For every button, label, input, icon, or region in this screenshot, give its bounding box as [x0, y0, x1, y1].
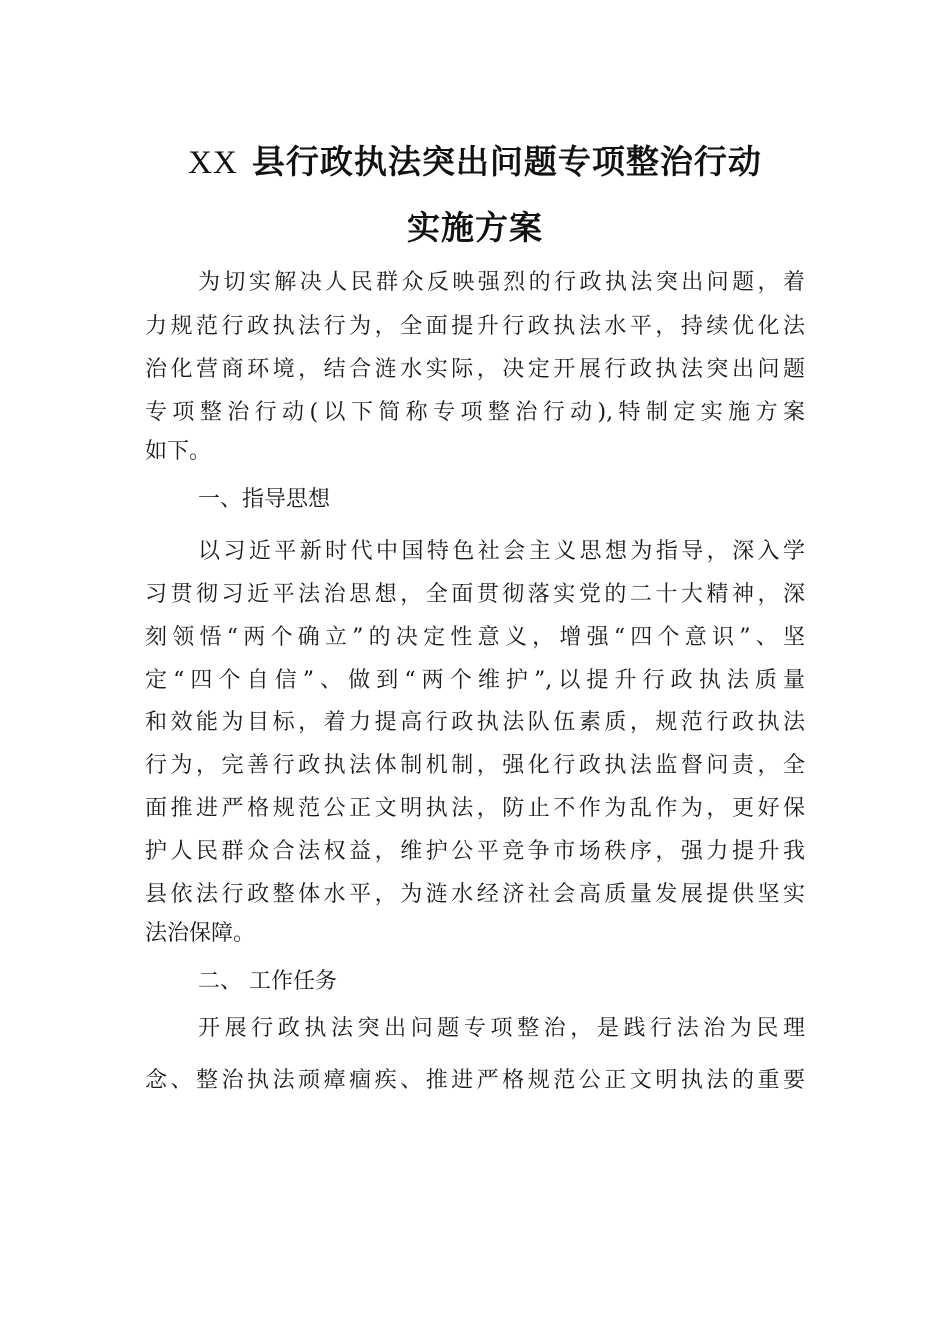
section-heading-1: 一、指导思想 [198, 487, 331, 512]
paragraph-line: 法治保障。 [145, 921, 256, 946]
paragraph-line: 治化营商环境，结合涟水实际，决定开展行政执法突出问题 [145, 357, 805, 382]
paragraph-line: 念、整治执法顽瘴痼疾、推进严格规范公正文明执法的重要 [145, 1068, 805, 1093]
paragraph-line: 为切实解决人民群众反映强烈的行政执法突出问题，着 [198, 270, 805, 295]
document-title-line-2: 实施方案 [407, 208, 543, 247]
paragraph-line: 县依法行政整体水平，为涟水经济社会高质量发展提供坚实 [145, 882, 805, 907]
paragraph-line: 如下。 [145, 439, 212, 464]
paragraph-line: 面推进严格规范公正文明执法，防止不作为乱作为，更好保 [145, 796, 805, 821]
paragraph-line: 行为，完善行政执法体制机制，强化行政执法监督问责，全 [145, 753, 805, 778]
paragraph-line: 护人民群众合法权益，维护公平竞争市场秩序，强力提升我 [145, 839, 805, 864]
document-title-line-1 [0, 136, 950, 183]
title-prefix: XX [188, 145, 238, 181]
paragraph-line: 开展行政执法突出问题专项整治，是践行法治为民理 [198, 1016, 805, 1041]
paragraph-line: 习贯彻习近平法治思想，全面贯彻落实党的二十大精神，深 [145, 582, 805, 607]
paragraph-line: 以习近平新时代中国特色社会主义思想为指导，深入学 [198, 539, 805, 564]
paragraph-line: 力规范行政执法行为，全面提升行政执法水平，持续优化法 [145, 314, 805, 339]
section-heading-2: 二、 工作任务 [198, 969, 337, 994]
paragraph-line: 刻领悟“两个确立”的决定性意义，增强“四个意识”、坚 [145, 625, 805, 650]
paragraph-line: 专项整治行动(以下简称专项整治行动),特制定实施方案 [145, 400, 805, 425]
paragraph-line: 定“四个自信”、做到“两个维护”,以提升行政执法质量 [145, 668, 805, 693]
paragraph-line: 和效能为目标，着力提高行政执法队伍素质，规范行政执法 [145, 710, 805, 735]
title-main: 县行政执法突出问题专项整治行动 [251, 142, 762, 181]
